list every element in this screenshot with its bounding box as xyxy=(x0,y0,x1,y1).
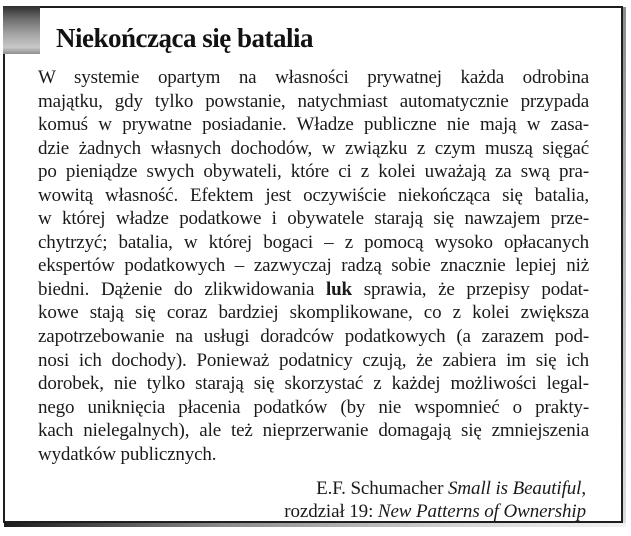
book-title: Small is Beautiful xyxy=(448,478,582,499)
attribution-line-author xyxy=(284,477,586,500)
text-line: zapotrzebowanie na usługi doradców podatkowych (a zarazem pod- xyxy=(38,326,589,348)
callout-title: Niekończąca się batalia xyxy=(56,23,313,53)
attribution-line-chapter xyxy=(284,500,586,523)
body-text xyxy=(38,66,589,466)
corner-accent-gradient xyxy=(3,6,40,54)
text-line: nosi ich dochody). Ponieważ podatnicy czują, że zabiera im się ich xyxy=(38,349,589,371)
attribution xyxy=(284,477,586,523)
bold-word: luk xyxy=(326,278,352,300)
callout-box xyxy=(3,6,623,523)
punctuation: , xyxy=(581,478,586,499)
chapter-title: New Patterns of Ownership xyxy=(377,501,586,522)
text-line: wowitą własność. Efektem jest oczywiście niekończąca się batalia, xyxy=(38,184,589,206)
author-name: E.F. Schumacher xyxy=(316,478,449,499)
text-line: chytrzyć; batalia, w której bogaci – z pomocą wysoko opłacanych xyxy=(38,231,589,253)
text-line: ekspertów podatkowych – zazwyczaj radzą sobie znacznie lepiej niż xyxy=(38,255,589,277)
text-line: kach nielegalnych), ale też nieprzerwanie domagają się zmniejszenia xyxy=(38,420,589,442)
text-segment: sprawia, że przepisy podat- xyxy=(351,278,589,300)
text-line: dorobek, nie tylko starają się skorzystać z każdej możliwości legal- xyxy=(38,373,589,395)
text-line: w której władze podatkowe i obywatele starają się nawzajem prze- xyxy=(38,208,589,230)
text-line: wydatków publicznych. xyxy=(38,443,217,465)
chapter-label: rozdział 19: xyxy=(284,501,378,522)
text-line: W systemie opartym na własności prywatnej każda odrobina xyxy=(38,67,589,88)
text-line: dzie żadnych własnych dochodów, w związku z czym muszą sięgać xyxy=(38,137,589,159)
drop-shadow-right xyxy=(623,7,626,523)
drop-shadow-bottom xyxy=(4,523,626,527)
text-line: majątku, gdy tylko powstanie, natychmiast automatycznie przypada xyxy=(38,90,589,112)
text-segment: biedni. Dążenie do zlikwidowania xyxy=(38,278,326,300)
text-line: komuś w prywatne posiadanie. Władze publiczne nie mają w zasa- xyxy=(38,114,589,136)
text-line: po pieniądze swych obywateli, które ci z kolei uważają za swą pra- xyxy=(38,161,589,183)
text-line-with-bold xyxy=(38,278,589,302)
text-line: nego uniknięcia płacenia podatków (by nie wspomnieć o prakty- xyxy=(38,396,589,418)
text-line: kowe stają się coraz bardziej skomplikowane, co z kolei zwiększa xyxy=(38,302,589,324)
